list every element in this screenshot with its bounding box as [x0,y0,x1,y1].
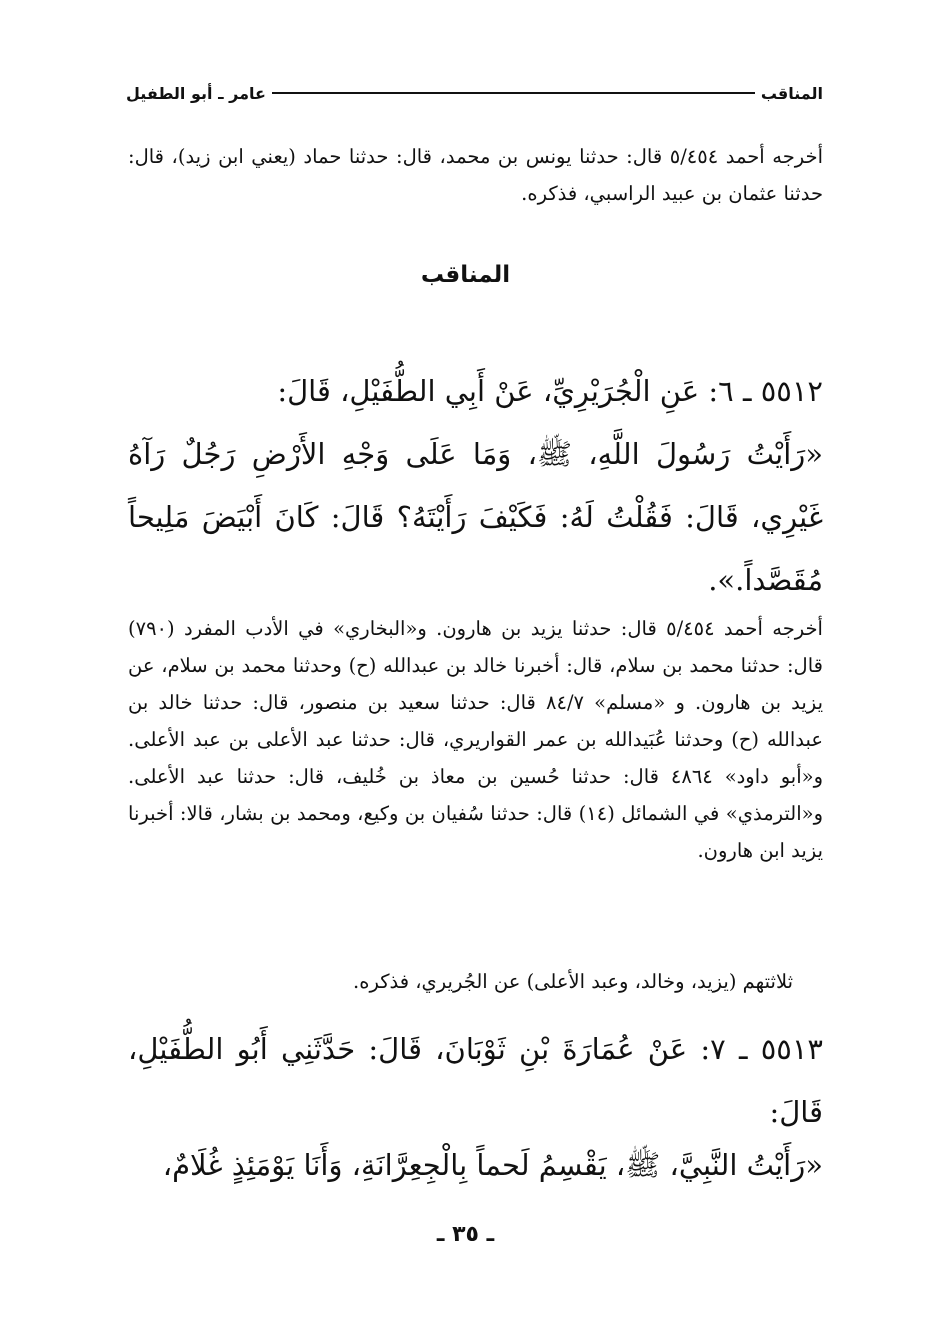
hadith-1-text: «رَأَيْتُ رَسُولَ اللَّهِ، ﷺ، وَمَا عَلَى وَجْهِ الأَرْضِ رَجُلٌ رَآهُ غَيْرِي، قَالَ: فَقُلْتُ لَهُ: فَكَيْفَ رَأَيْتَهُ؟ قَالَ: كَانَ أَبْيَضَ مَلِيحاً مُقَصَّداً.». [128,437,823,597]
running-header [126,80,823,106]
header-chapter-name: عامر ـ أبو الطفيل [126,83,266,103]
header-section-name: المناقب [760,83,823,103]
source-note-3: ثلاثتهم (يزيد، وخالد، وعبد الأعلى) عن الجُريري، فذكره. [353,970,793,993]
section-title: المناقب [420,262,511,288]
hadith-2-heading: ٥٥١٣ ـ ٧: عَنْ عُمَارَةَ بْنِ ثَوْبَانَ، قَالَ: حَدَّثَنِي أَبُو الطُّفَيْلِ، قَالَ: [128,1032,824,1129]
hadith-1-heading: ٥٥١٢ ـ ٦: عَنِ الْجُرَيْرِيِّ، عَنْ أَبِي الطُّفَيْلِ، قَالَ: [277,374,823,408]
source-note-2: أخرجه أحمد ٥/٤٥٤ قال: حدثنا يزيد بن هارون. و«البخاري» في الأدب المفرد (٧٩٠) قال: حدثنا محمد بن سلام، قال: أخبرنا خالد بن عبدالله (ح) وحدثنا محمد بن سلام، عن يزيد بن هارون. و «مسلم» ٨٤/٧ قال: حدثنا سعيد بن منصور، قال: حدثنا خالد بن عبدالله (ح) وحدثنا عُبَيدالله بن عمر القواريري، قال: حدثنا عبد الأعلى بن عبد الأعلى. و«أبو داود» ٤٨٦٤ قال: حدثنا حُسين بن معاذ بن خُليف، قال: حدثنا عبد الأعلى. و«الترمذي» في الشمائل (١٤) قال: حدثنا سُفيان بن وكيع، ومحمد بن بشار، قالا: أخبرنا يزيد ابن هارون. [128,617,823,862]
source-note-1: أخرجه أحمد ٥/٤٥٤ قال: حدثنا يونس بن محمد، قال: حدثنا حماد (يعني ابن زيد)، قال: حدثنا عثمان بن عبيد الراسبي، فذكره. [128,145,823,205]
header-rule [272,92,755,94]
hadith-2-text: «رَأَيْتُ النَّبِيَّ، ﷺ، يَقْسِمُ لَحماً بِالْجِعِرَّانَةِ، وَأَنَا يَوْمَئِذٍ غُلَامٌ، [162,1148,823,1182]
page-number: ـ ٣٥ ـ [436,1222,495,1247]
